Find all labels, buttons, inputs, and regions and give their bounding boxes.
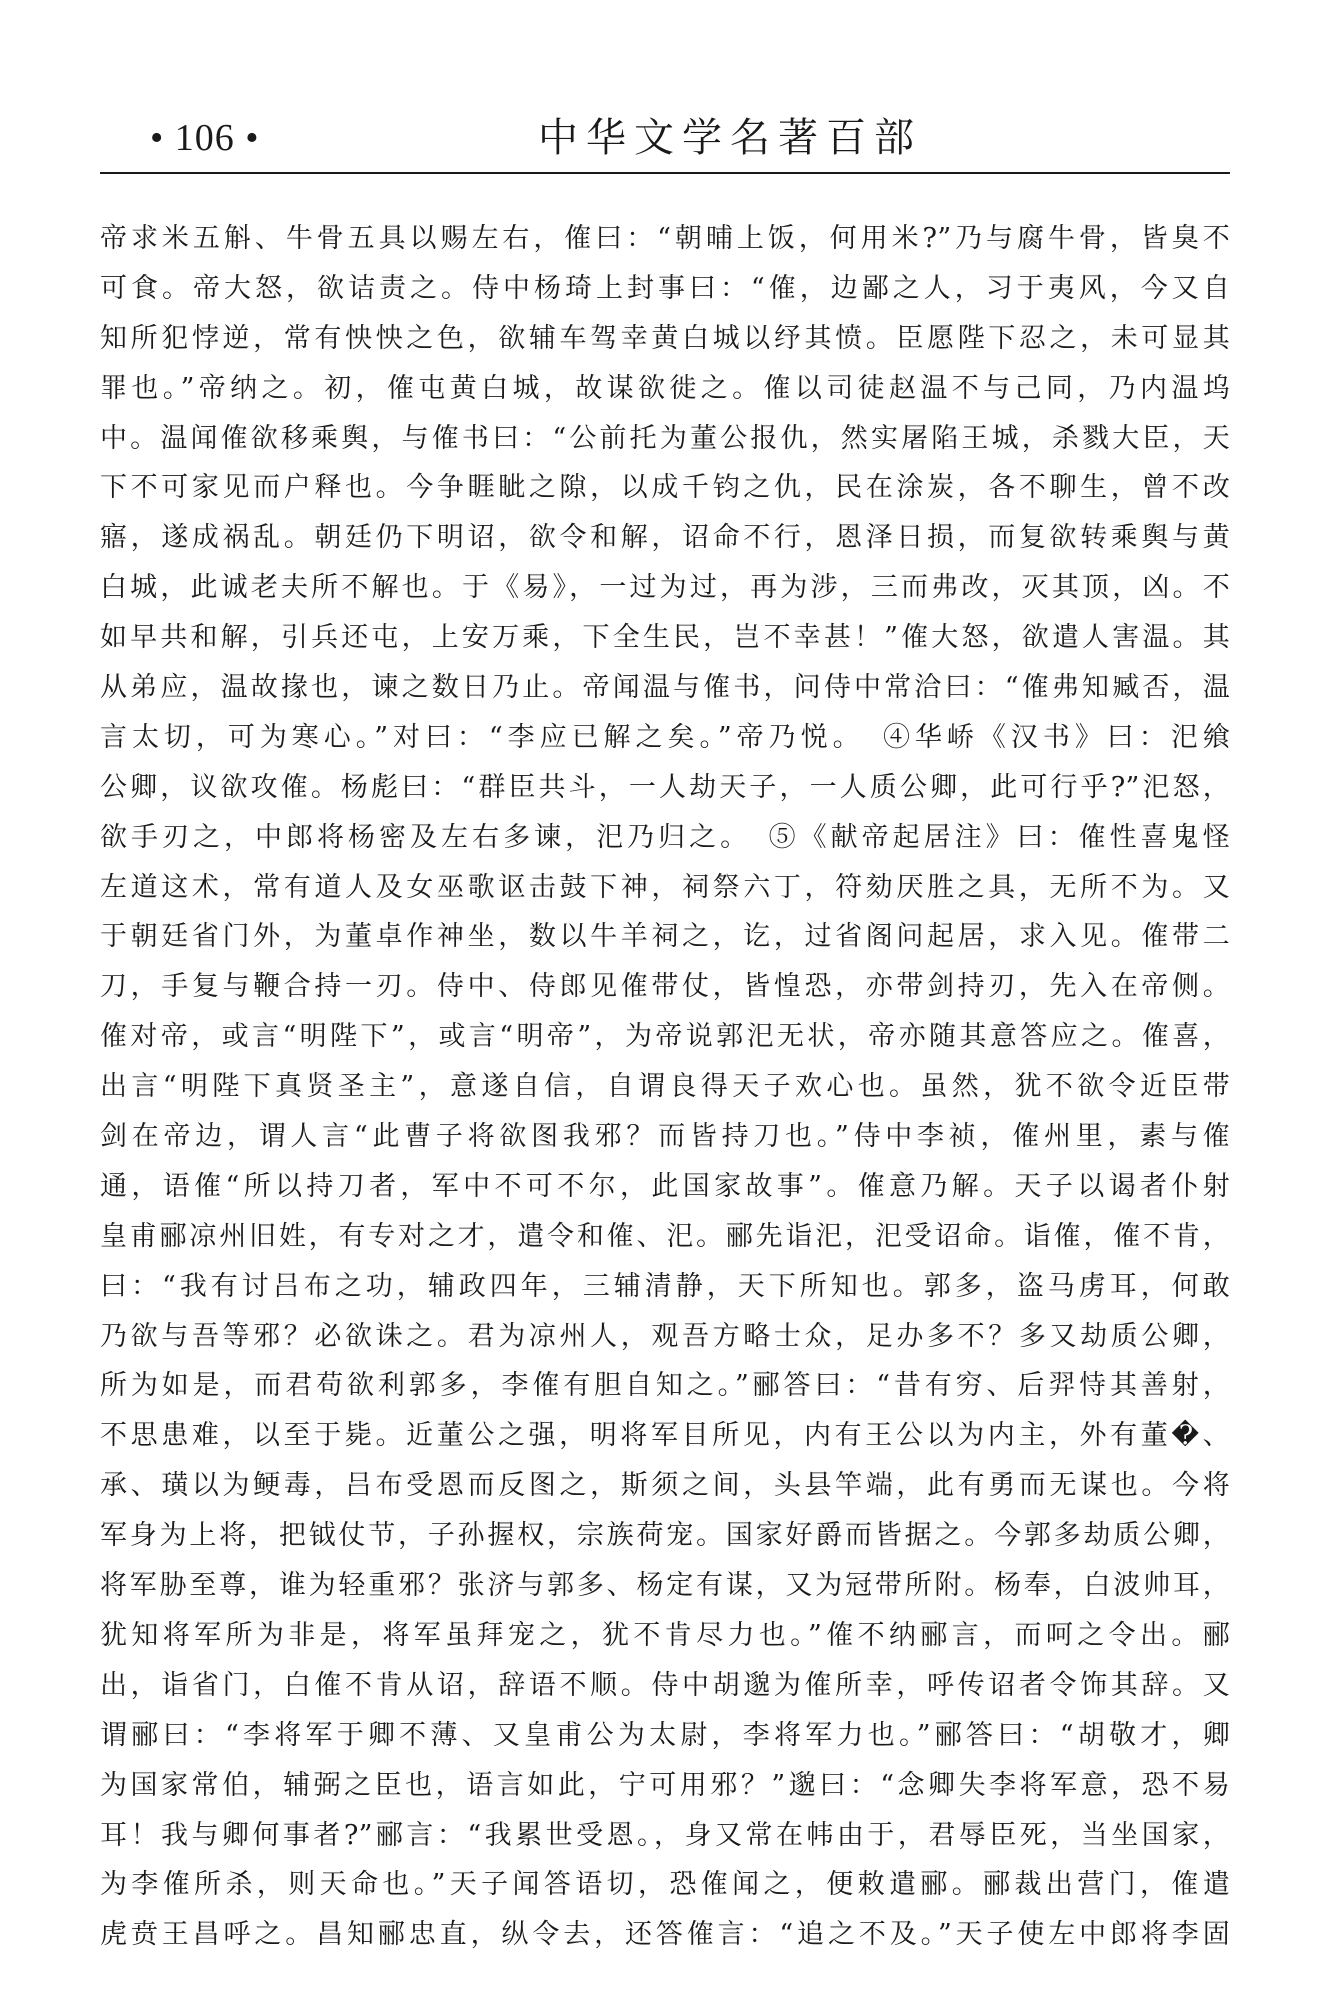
- text-line: 所为如是，而君苟欲利郭多，李傕有胆自知之。”郦答曰：“昔有穷、后羿恃其善射，: [100, 1370, 1230, 1402]
- text-line: 从弟应，温故掾也，谏之数日乃止。帝闻温与傕书，问侍中常洽曰：“傕弗知臧否，温: [100, 672, 1230, 704]
- text-line: 知所犯悖逆，常有怏怏之色，欲辅车驾幸黄白城以纾其愤。臣愿陛下忍之，未可显其: [100, 322, 1230, 354]
- text-line: 罪也。”帝纳之。初，傕屯黄白城，故谋欲徙之。傕以司徒赵温不与己同，乃内温坞: [100, 372, 1230, 404]
- text-line: 出言“明陛下真贤圣主”，意遂自信，自谓良得天子欢心也。虽然，犹不欲令近臣带: [100, 1071, 1230, 1103]
- text-line: 如早共和解，引兵还屯，上安万乘，下全生民，岂不幸甚！”傕大怒，欲遣人害温。其: [100, 622, 1230, 654]
- text-line: 军身为上将，把钺仗节，子孙握权，宗族荷宠。国家好爵而皆据之。今郭多劫质公卿，: [100, 1520, 1230, 1552]
- text-line: 犹知将军所为非是，将军虽拜宠之，犹不肯尽力也。”傕不纳郦言，而呵之令出。郦: [100, 1619, 1230, 1651]
- text-line: 剑在帝边，谓人言“此曹子将欲图我邪？而皆持刀也。”侍中李祯，傕州里，素与傕: [100, 1121, 1230, 1153]
- text-line: 出，诣省门，白傕不肯从诏，辞语不顺。侍中胡邈为傕所幸，呼传诏者令饰其辞。又: [100, 1669, 1230, 1701]
- body-text: [100, 214, 1230, 1960]
- text-line: 可食。帝大怒，欲诘责之。侍中杨琦上封事曰：“傕，边鄙之人，习于夷风，今又自: [100, 272, 1230, 304]
- text-line: 通，语傕“所以持刀者，军中不可不尔，此国家故事”。傕意乃解。天子以谒者仆射: [100, 1170, 1230, 1202]
- text-line: 刀，手复与鞭合持一刃。侍中、侍郎见傕带仗，皆惶恐，亦带剑持刃，先入在帝侧。: [100, 971, 1230, 1003]
- page-number: • 106 •: [150, 117, 260, 159]
- text-line: 傕对帝，或言“明陛下”，或言“明帝”，为帝说郭汜无状，帝亦随其意答应之。傕喜，: [100, 1021, 1230, 1053]
- text-line: 于朝廷省门外，为董卓作神坐，数以牛羊祠之，讫，过省阁问起居，求入见。傕带二: [100, 921, 1230, 953]
- text-line: 为国家常伯，辅弼之臣也，语言如此，宁可用邪？”邈曰：“念卿失李将军意，恐不易: [100, 1769, 1230, 1801]
- text-line: 帝求米五斛、牛骨五具以赐左右，傕曰：“朝晡上饭，何用米?”乃与腐牛骨，皆臭不: [100, 223, 1230, 254]
- page-header: [100, 110, 1230, 170]
- text-line: 虎贲王昌呼之。昌知郦忠直，纵令去，还答傕言：“追之不及。”天子使左中郎将李固: [100, 1919, 1230, 1951]
- text-line: 寤，遂成祸乱。朝廷仍下明诏，欲令和解，诏命不行，恩泽日损，而复欲转乘舆与黄: [100, 522, 1230, 554]
- header-divider: [100, 172, 1230, 174]
- text-line: 白城，此诚老夫所不解也。于《易》，一过为过，再为涉，三而弗改，灭其顶，凶。不: [100, 572, 1230, 604]
- text-line: 将军胁至尊，谁为轻重邪？张济与郭多、杨定有谋，又为冠带所附。杨奉，白波帅耳，: [100, 1570, 1230, 1602]
- text-line: 左道这术，常有道人及女巫歌讴击鼓下神，祠祭六丁，符劾厌胜之具，无所不为。又: [100, 871, 1230, 903]
- text-line: 中。温闻傕欲移乘舆，与傕书曰：“公前托为董公报仇，然实屠陷王城，杀戮大臣，天: [100, 422, 1230, 454]
- text-line: 言太切，可为寒心。”对曰：“李应已解之矣。”帝乃悦。 ④华峤《汉书》曰：汜飨: [100, 721, 1230, 753]
- text-line: 谓郦曰：“李将军于卿不薄、又皇甫公为太尉，李将军力也。”郦答曰：“胡敬才，卿: [100, 1719, 1230, 1751]
- text-line: 下不可家见而户释也。今争睚眦之隙，以成千钧之仇，民在涂炭，各不聊生，曾不改: [100, 472, 1230, 504]
- text-line: 乃欲与吾等邪？必欲诛之。君为凉州人，观吾方略士众，足办多不？多又劫质公卿，: [100, 1320, 1230, 1352]
- text-line: 曰：“我有讨吕布之功，辅政四年，三辅清静，天下所知也。郭多，盗马虏耳，何敢: [100, 1270, 1230, 1302]
- text-line: 皇甫郦凉州旧姓，有专对之才，遣令和傕、汜。郦先诣汜，汜受诏命。诣傕，傕不肯，: [100, 1220, 1230, 1252]
- text-line: 耳！我与卿何事者?”郦言：“我累世受恩。，身又常在帏由于，君辱臣死，当坐国家，: [100, 1819, 1230, 1851]
- text-line: 为李傕所杀，则天命也。”天子闻答语切，恐傕闻之，便敕遣郦。郦裁出营门，傕遣: [100, 1869, 1230, 1901]
- text-line: 承、璜以为鲠毒，吕布受恩而反图之，斯须之间，头县竿端，此有勇而无谋也。今将: [100, 1470, 1230, 1502]
- text-line: 公卿，议欲攻傕。杨彪曰：“群臣共斗，一人劫天子，一人质公卿，此可行乎?”汜怒，: [100, 771, 1230, 803]
- text-line: 欲手刃之，中郎将杨密及左右多谏，汜乃归之。 ⑤《献帝起居注》曰：傕性喜鬼怪: [100, 821, 1230, 853]
- text-line: 不思患难，以至于毙。近董公之强，明将军目所见，内有王公以为内主，外有董�、: [100, 1420, 1230, 1452]
- book-title: 中华文学名著百部: [538, 115, 922, 161]
